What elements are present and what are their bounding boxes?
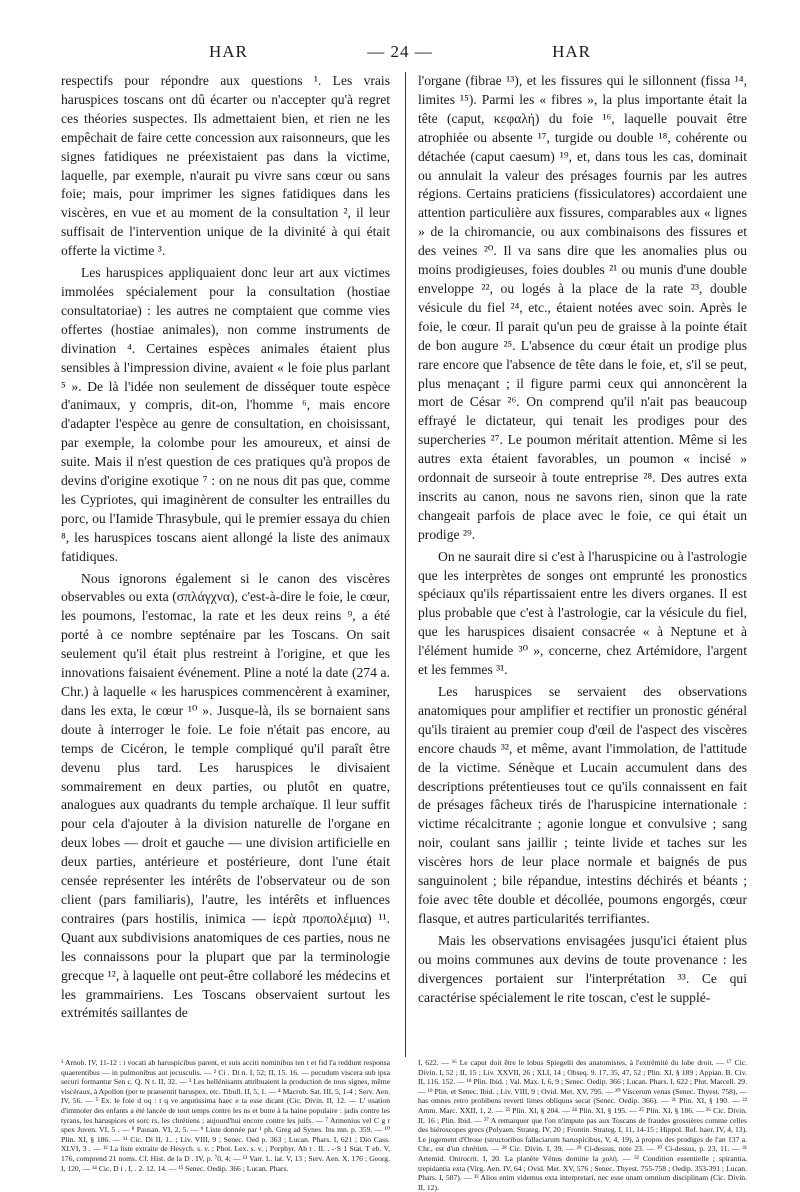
paragraph: Mais les observations envisagées jusqu'ici étaient plus ou moins communes aux devins de toute provenance : les divergences portaient sur l'interprétation ³³. Ce qui caractérise spécialement le rite toscan, c'est le supplé- <box>418 932 747 1005</box>
paragraph: respectifs pour répondre aux questions ¹. Les vrais haruspices toscans ont dû écarter ou n'accepter qu'à regret ces théories suspectes. Ils admettaient bien, et rien ne les empêchait de faire cette concession aux raisonneurs, que les signes fatidiques ne préexistaient pas dans la victime, laquelle, par exemple, n'aurait pu vivre sans cœur ou sans foie; mais, pour imprimer les signes fatidiques dans les viscères, en vue et au moment de la consultation ², il leur suffisait de l'intervention unique de la divinité à qui était offerte la victime ³. <box>61 73 390 259</box>
paragraph: On ne saurait dire si c'est à l'haruspicine ou à l'astrologie que les interprètes de songes ont emprunté les pronostics spéciaux qu'ils répartissaient entre les divers organes. Il est plus probable que c'est à l'astrologie, car la vésicule du fiel, que les haruspices disaient consacrée « à Neptune et à l'élément humide ³⁰ », concerne, chez Artémidore, l'argent et les femmes ³¹. <box>418 548 747 678</box>
paragraph: Les haruspices appliquaient donc leur art aux victimes immolées spécialement pour la consultation (hostiae consultatoriae) : les autres ne comptaient que comme vies offertes (hostiae animales), non comme instruments de divination ⁴. Certaines espèces animales étaient plus sensibles à l'impression divine, avaient « le foie plus parlant ⁵ ». De là l'idée non seulement de disséquer toute espèce d'animaux, y compris, dit-on, l'homme ⁶, mais encore d'adapter l'espèce au genre de consultation, en choisissant, par exemple, la colombe pour les amoureux, et ainsi de suite. Mais il n'est question de ces pratiques qu'à propos de devins d'origine exotique ⁷ : on ne nous dit pas que, comme les Cypriotes, qui imaginèrent de consulter les entrailles du porc, ou l'Iamide Thrasybule, qui le premier essaya du chien ⁸, les haruspices toscans aient allongé la liste des animaux fatidiques. <box>61 265 390 564</box>
paragraph: l'organe (fibrae ¹³), et les fissures qui le sillonnent (fissa ¹⁴, limites ¹⁵). Parmi les « fibres », la plus importante était la tête (caput, κεφαλή) du foie ¹⁶, laquelle pouvait être atrophiée ou absente ¹⁷, turgide ou double ¹⁸, cohérente ou détachée (caput caesum) ¹⁹, et, dans tous les cas, dominait ou annulait la valeur des présages fournis par les autres régions. Certains praticiens (fissiculatores) accordaient une attention particulière aux fissures, comparables aux « lignes » de la chiromancie, ou aux combinaisons des fissures et des veines ²⁰. Il va sans dire que les anomalies plus ou moins prodigieuses, foies doubles ²¹ ou munis d'une double enveloppe ²², ou logés à la place de la rate ²³, double vésicule du fiel ²⁴, etc., étaient notées avec soin. Après le foie, le cœur. Il parait qu'un peu de graisse à la pointe était de bon augure ²⁵. L'absence du cœur était un prodige plus rare encore que l'absence de tête dans le foie, et, s'il se peut, plus menaçant ; il figure parmi ceux qui annoncèrent la mort de César ²⁶. On comprend qu'il n'ait pas beaucoup effrayé le dictateur, qui tenait les prodiges pour des supercheries ²⁷. Le poumon méritait attention. Même si les autres exta étaient favorables, un poumon « incisé » ordonnait de surseoir à toute entreprise ²⁸. Des autres exta inscrits au canon, nous ne savons rien, sinon que la rate changeait parfois de place avec le foie, ce qui était un prodige ²⁹. <box>418 73 747 542</box>
footnotes-left <box>61 1058 390 1173</box>
footnote-block: I, 622. — ¹⁶ Le caput doit être le lobus Spiegelii des anatomistes, à l'extrémité du lobe droit. — ¹⁷ Cic. Divin. I, 52 ; II, 15 ; Liv. XXVII, 26 ; XLI, 14 ; Obseq. 9. 17, 35, 47, 52 ; Plin. XI, § 189 ; Appian. B. Civ. II, 116. 152. — ¹⁸ Plin. Ibid. ; Val. Max. I, 6, 9 ; Senec. Oedip. 366 ; Lucan. Phars. I, 622 ; Plut. Marcell. 29. — ¹⁹ Plin. et Senec. Ibid. ; Liv. VIII, 9 ; Ovid. Met. XV, 795. — ²⁰ Viscerum venas (Senec. Thyest. 758), — has omnes retro prohibens reverti limes obliquus secat (Senec. Oedip. 366). — ²¹ Plin. XI, § 190. — ²² Amm. Marc. XXII, 1, 2. — ²³ Plin. XI, § 204. — ²⁴ Plin. XI, § 195. — ²⁵ Plin. XI, § 186. — ²⁶ Cic. Divin. II, 16 ; Plin. Ibid. — ²⁷ A remarquer que l'on n'impute pas aux Toscans de fraudes grossières comme celles des hiéroscopes grecs (Polyaen. Strateg. IV, 20 ; Frontin. Strateg. I, 11, 14-15 ; Hippol. Ref. haer. IV, 4, 13). Le jugement d'Orose (structoribus fallaciarum haruspicibus, V, 4, 19), à propos des prodiges de l'an 137 a. Chr., est d'un chrétien. — ²⁸ Cic. Divin. I, 39. — ²⁹ Ci-dessus, note 23. — ³⁰ Ci-dessus, p. 23, 11. — ³¹ Artemid. Onirocrit. I, 20. La planète Vénus domine la χολή. — ³² Condition essentielle ; spirantia, trepidantia exta (Virg. Aen. IV, 64 ; Ovid. Met. XV, 576 ; Senec. Thyest. 755-758 ; Oedip. 353-391 ; Lucan. Phars. I, 587). — ³³ Alios enim videmus exta interpretari, nec esse unam omnium disciplinam (Cic. Divin. II, 12). <box>418 1058 747 1192</box>
header-left-word: HAR <box>209 42 248 61</box>
header-right-word: HAR <box>552 42 591 61</box>
footnote-block: ¹ Arnob. IV, 11-12 : i vocati ab haruspicibus parent, et suis acciti nominibus ten t et fid l'a reddunt responsa quaerentibus — in pulmonibus aut jecusculis. — ² Ci . Di n. I, 52; II, 15. 16. — pecudum viscera sub ipsa securi formantur Sen c. Q. N t. II, 32. — ³ Les hellénisants attribuaient la production de tous signes, même viscéraux, à Apollon (per te praesentit haruspex, etc. Tibull. II, 5, 1. — ⁴ Macrob. Sat. III, 5, 1-4 ; Serv. Aen. IV, 56. — ⁵ Ex. le foie d oq : t q ve argutissima haec e ta esse dicant (Cic. Divin. II, 12. — L' usation d'immoler des enfants a été lancée de tout temps contre les ns et butte à la haine populaire : jadis contre les tyrans, les haruspices et sorc rs, les chrétiens ; aujourd'hui encore contre les juifs. — ⁷ Armenius vel C g r spex Juven. VI, 5 . — ⁸ Pausan. VI, 2, 5. — ⁹ Liste donnée par ¹ ph. Greg ad Synes. Ins mn. p. 359. — ¹⁰ Plin. XI, § 186. — ¹¹ Cic. Di II, 1.. ; Liv. VIII, 9 ; Senec. Oed p. 363 ; Lucan. Phars. I, 621 ; Dio Cass. XLVI, 3 . — ¹² La liste extraite de Hesych. s. v. ; Phot. Lex. s. v. ; Porphyr. Ab t . II. . -·S 1 Stat. T eb. V, 176, comprend 21 noms. Cf. Hist. de la D . IV, p. ⁷0, 4; — ¹³ Varr. L. lat. V, 13 ; Serv. Aen. X. 176 ; Georg. I, 120, — ¹⁴ Cic. D i . I, . 2. 12. 14. — ¹⁵ Senec. Oedip. 366 ; Lucan. Phars. <box>61 1058 390 1173</box>
page-number: — 24 — <box>367 42 433 61</box>
right-column <box>418 72 747 1007</box>
paragraph: Nous ignorons également si le canon des viscères observables ou exta (σπλάγχνα), c'est-à-dire le foie, le cœur, les poumons, l'estomac, la rate et les deux reins ⁹, a été porté à ce nombre septénaire par les Toscans. On sait seulement qu'il était plus restreint à l'origine, et que les innovations faisaient événement. Pline a noté la date (274 a. Chr.) à laquelle « les haruspices commencèrent à examiner, dans les exta, le cœur ¹⁰ ». Jusque-là, ils se bornaient sans doute à interroger le foie. Le foie n'était pas encore, au temps de Cicéron, le temple compliqué qu'il paraît être devenu plus tard. Les haruspices le divisaient sommairement en deux parties, ou plutôt en quatre, analogues aux quadrants du temple archaïque. Il leur suffit pour cela d'ajouter à la division naturelle de l'organe en deux lobes — droit et gauche — une division artificielle en deux parties, antérieure et postérieure, dont l'une était censée représenter les intérêts de l'observateur ou de son client (pars familiaris), l'autre, les intérêts et influences contraires (pars hostilis, inimica — ἱερὰ προπολέμια) ¹¹. Quant aux subdivisions anatomiques de ces parties, nous ne les connaissons pour la plupart que par la terminologie grecque ¹², à laquelle ont peut-être collaboré les médecins et les grammairiens. Les Toscans observaient surtout les extrémités saillantes de <box>61 570 390 1021</box>
column-divider <box>405 72 406 1057</box>
footnotes-right <box>418 1058 747 1192</box>
left-column <box>61 72 390 1023</box>
running-header <box>64 42 736 64</box>
paragraph: Les haruspices se servaient des observations anatomiques pour amplifier et rectifier un pronostic général qu'ils tiraient au premier coup d'œil de l'aspect des viscères encore chauds ³², et même, avant l'immolation, de l'attitude de la victime. Sénèque et Lucain accumulent dans des descriptions prétentieuses tout ce qu'ils connaissent en fait de présages fâcheux tirés de l'haruspicine internationale : victime récalcitrante ; agonie longue et convulsive ; sang noir, coulant sans jaillir ; teinte livide et taches sur les viscères hors de leur place normale et baignés de pus sanguinolent ; bile répandue, intestins déchirés et béants ; foie avec tête double et décollée, poumons engorgés, cœur flasque, et autres particularités terrifiantes. <box>418 684 747 926</box>
